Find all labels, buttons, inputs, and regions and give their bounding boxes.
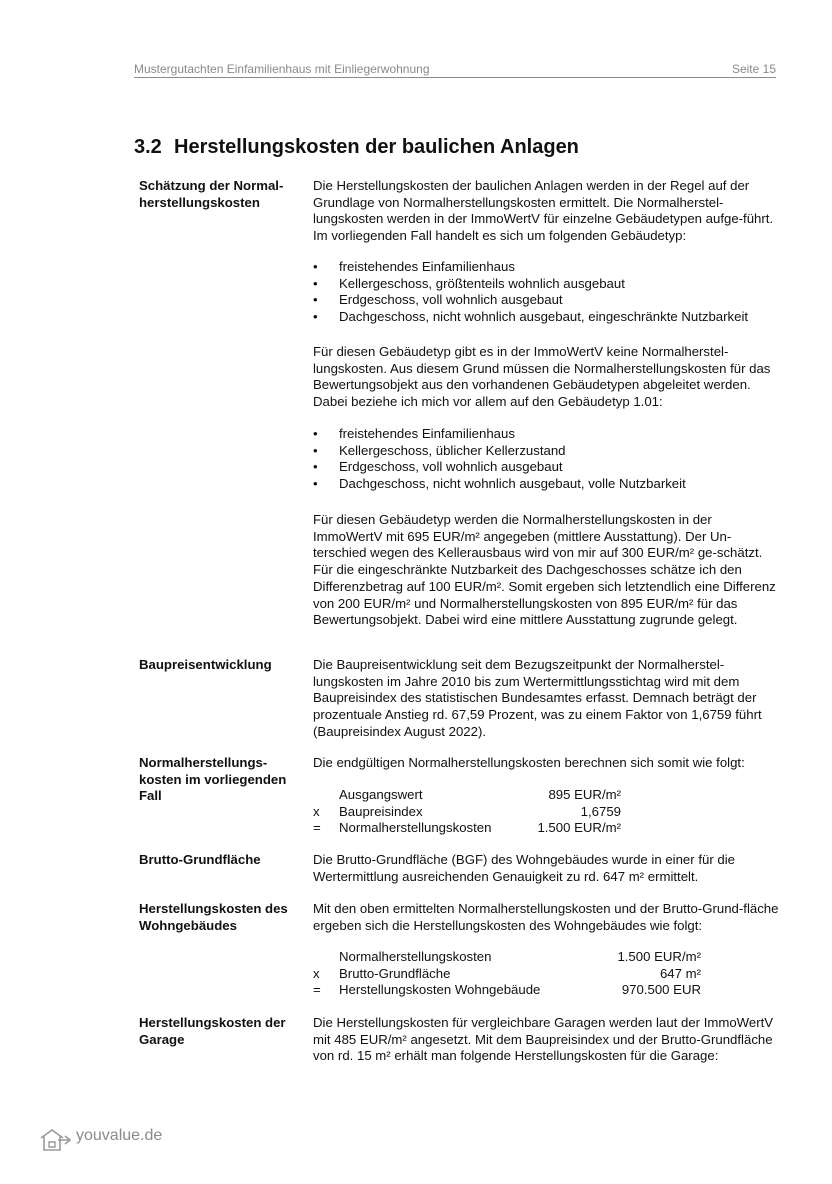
list-item: • freistehendes Einfamilienhaus xyxy=(313,259,515,274)
label-hk-garage: Herstellungskosten der Garage xyxy=(139,1015,286,1047)
section-heading xyxy=(134,136,579,159)
label-baupreis: Baupreisentwicklung xyxy=(139,657,272,672)
section-title: Herstellungskosten der baulichen Anlagen xyxy=(174,136,579,158)
list-item: • Dachgeschoss, nicht wohnlich ausgebaut, volle Nutzbarkeit xyxy=(313,476,686,492)
nhk-text: Die endgültigen Normalherstellungskosten berechnen sich somit wie folgt: xyxy=(313,755,745,770)
section-number: 3.2 xyxy=(134,136,162,158)
schaetzung-closing: Für diesen Gebäudetyp werden die Normalherstellungskosten in der ImmoWertV mit 695 EUR/m² angegeben (mittlere Ausstattung). Der Un-terschied wegen des Kellerausbaus wird von mir auf 300 EUR/m² ge-schätzt. Für die eingeschränkte Nutzbarkeit des Dachgeschosses schätze ich den Differenzbetrag auf 100 EUR/m². Somit ergeben sich letztendlich eine Differenz von 200 EUR/m² und Normalherstellungskosten von 895 EUR/m² für das Bewertungsobjekt. Dabei wird eine mittlere Ausstattung zugrunde gelegt. xyxy=(313,512,776,628)
hk-garage-text: Die Herstellungskosten für vergleichbare Garagen werden laut der ImmoWertV mit 485 EUR/m² angesetzt. Mit dem Baupreisindex und der Brutto-Grundfläche von rd. 15 m² erhält man folgende Herstellungskosten für die Garage: xyxy=(313,1015,774,1064)
label-schaetzung: Schätzung der Normal- herstellungskosten xyxy=(139,178,284,210)
baupreis-text: Die Baupreisentwicklung seit dem Bezugszeitpunkt der Normalherstel-lungskosten im Jahre 2010 bis zum Wertermittlungsstichtag wird mit dem Baupreisindex des statistischen Bundesamtes erfasst. Demnach beträgt der prozentuale Anstieg rd. 67,59 Prozent, was zu einem Faktor von 1,6759 führt (Baupreisindex August 2022). xyxy=(313,657,762,739)
list-item: • Erdgeschoss, voll wohnlich ausgebaut xyxy=(313,459,563,475)
list-item: • freistehendes Einfamilienhaus xyxy=(313,426,515,441)
label-bgf: Brutto-Grundfläche xyxy=(139,852,261,867)
document-title: Mustergutachten Einfamilienhaus mit Einliegerwohnung xyxy=(134,62,430,76)
label-hk-wohn: Herstellungskosten des Wohngebäudes xyxy=(139,901,288,933)
page-header xyxy=(134,63,776,78)
list-item: • Erdgeschoss, voll wohnlich ausgebaut xyxy=(313,292,563,308)
list-item: • Kellergeschoss, größtenteils wohnlich ausgebaut xyxy=(313,275,625,291)
logo-text: youvalue.de xyxy=(76,1127,163,1144)
schaetzung-intro: Die Herstellungskosten der baulichen Anlagen werden in der Regel auf der Grundlage von Normalherstellungskosten ermittelt. Die Normalherstel-lungskosten werden in der ImmoWertV für einzelne Gebäudetypen aufge-führt. Im vorliegenden Fall handelt es sich um folgenden Gebäudetyp: xyxy=(313,178,774,244)
hk-wohn-text: Mit den oben ermittelten Normalherstellungskosten und der Brutto-Grund-fläche ergeben sich die Herstellungskosten des Wohngebäudes wie folgt: xyxy=(313,901,779,933)
page-number: Seite 15 xyxy=(731,62,776,76)
list-item: • Dachgeschoss, nicht wohnlich ausgebaut, eingeschränkte Nutzbarkeit xyxy=(313,309,749,325)
bullet-list-2 xyxy=(313,426,793,493)
house-logo-icon xyxy=(38,1126,74,1156)
list-item: • Kellergeschoss, üblicher Kellerzustand xyxy=(313,442,566,458)
bgf-text: Die Brutto-Grundfläche (BGF) des Wohngebäudes wurde in einer für die Wertermittlung ausreichenden Genauigkeit zu rd. 647 m² ermittelt. xyxy=(313,852,735,884)
label-nhk: Normalherstellungs- kosten im vorliegenden Fall xyxy=(139,755,287,804)
bullet-list-1 xyxy=(313,259,793,326)
schaetzung-middle: Für diesen Gebäudetyp gibt es in der ImmoWertV keine Normalherstel-lungskosten. Aus diesem Grund müssen die Normalherstellungskosten für das Bewertungsobjekt aus den vorhandenen Gebäudetypen abgeleitet werden. Dabei beziehe ich mich vor allem auf den Gebäudetyp 1.01: xyxy=(313,344,771,410)
